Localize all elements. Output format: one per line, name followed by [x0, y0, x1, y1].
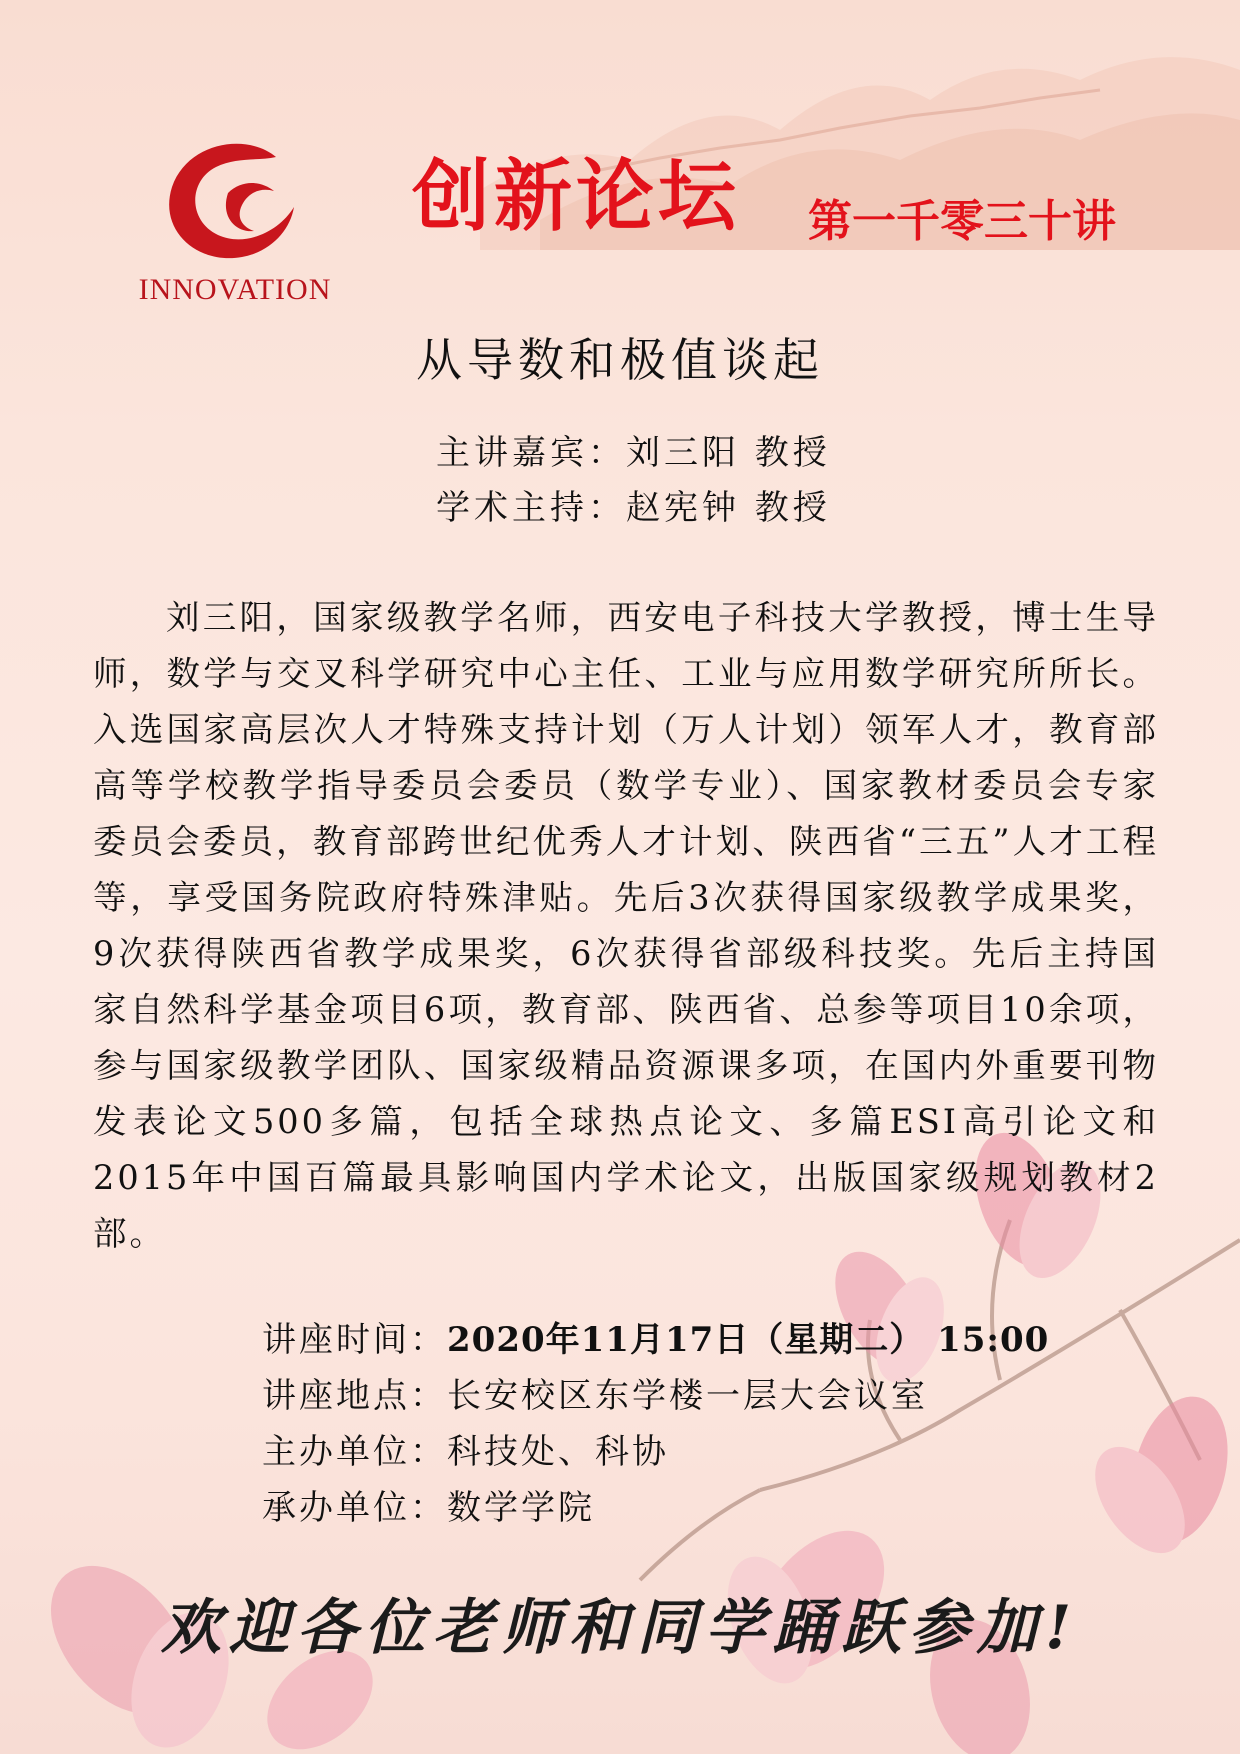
- undertaker-label: 承办单位：: [262, 1488, 447, 1528]
- lecture-number: 第一千零三十讲: [808, 196, 1116, 247]
- organizer-value: 科技处、科协: [447, 1432, 669, 1472]
- organizer-row: [262, 1424, 1049, 1480]
- host-line: 学术主持：赵宪钟 教授: [436, 488, 831, 528]
- speaker-bio: 刘三阳，国家级教学名师，西安电子科技大学教授，博士生导师，数学与交叉科学研究中心主任、工业与应用数学研究所所长。入选国家高层次人才特殊支持计划（万人计划）领军人才，教育部高等学校教学指导委员会委员（数学专业）、国家教材委员会专家委员会委员，教育部跨世纪优秀人才计划、陕西省“三五”人才工程等，享受国务院政府特殊津贴。先后3次获得国家级教学成果奖，9次获得陕西省教学成果奖，6次获得省部级科技奖。先后主持国家自然科学基金项目6项，教育部、陕西省、总参等项目10余项，参与国家级教学团队、国家级精品资源课多项，在国内外重要刊物发表论文500多篇，包括全球热点论文、多篇ESI高引论文和2015年中国百篇最具影响国内学术论文，出版国家级规划教材2部。: [93, 598, 1159, 1253]
- time-value: 2020年11月17日（星期二） 15:00: [447, 1320, 1050, 1360]
- welcome-slogan: 欢迎各位老师和同学踊跃参加!: [160, 1593, 1080, 1663]
- time-label: 讲座时间：: [262, 1320, 447, 1360]
- undertaker-row: [262, 1480, 1049, 1536]
- place-value: 长安校区东学楼一层大会议室: [447, 1376, 928, 1416]
- place-row: [262, 1368, 1049, 1424]
- place-label: 讲座地点：: [262, 1376, 447, 1416]
- logo-text: INNOVATION: [138, 273, 332, 306]
- undertaker-value: 数学学院: [447, 1488, 595, 1528]
- organizer-label: 主办单位：: [262, 1432, 447, 1472]
- time-row: [262, 1312, 1049, 1368]
- forum-title: 创新论坛: [412, 152, 741, 242]
- innovation-logo: [120, 135, 350, 315]
- speaker-line: 主讲嘉宾：刘三阳 教授: [436, 433, 831, 473]
- crescent-swoosh-icon: [158, 135, 308, 265]
- talk-title: 从导数和极值谈起: [416, 333, 824, 387]
- lecture-details: [262, 1312, 1049, 1536]
